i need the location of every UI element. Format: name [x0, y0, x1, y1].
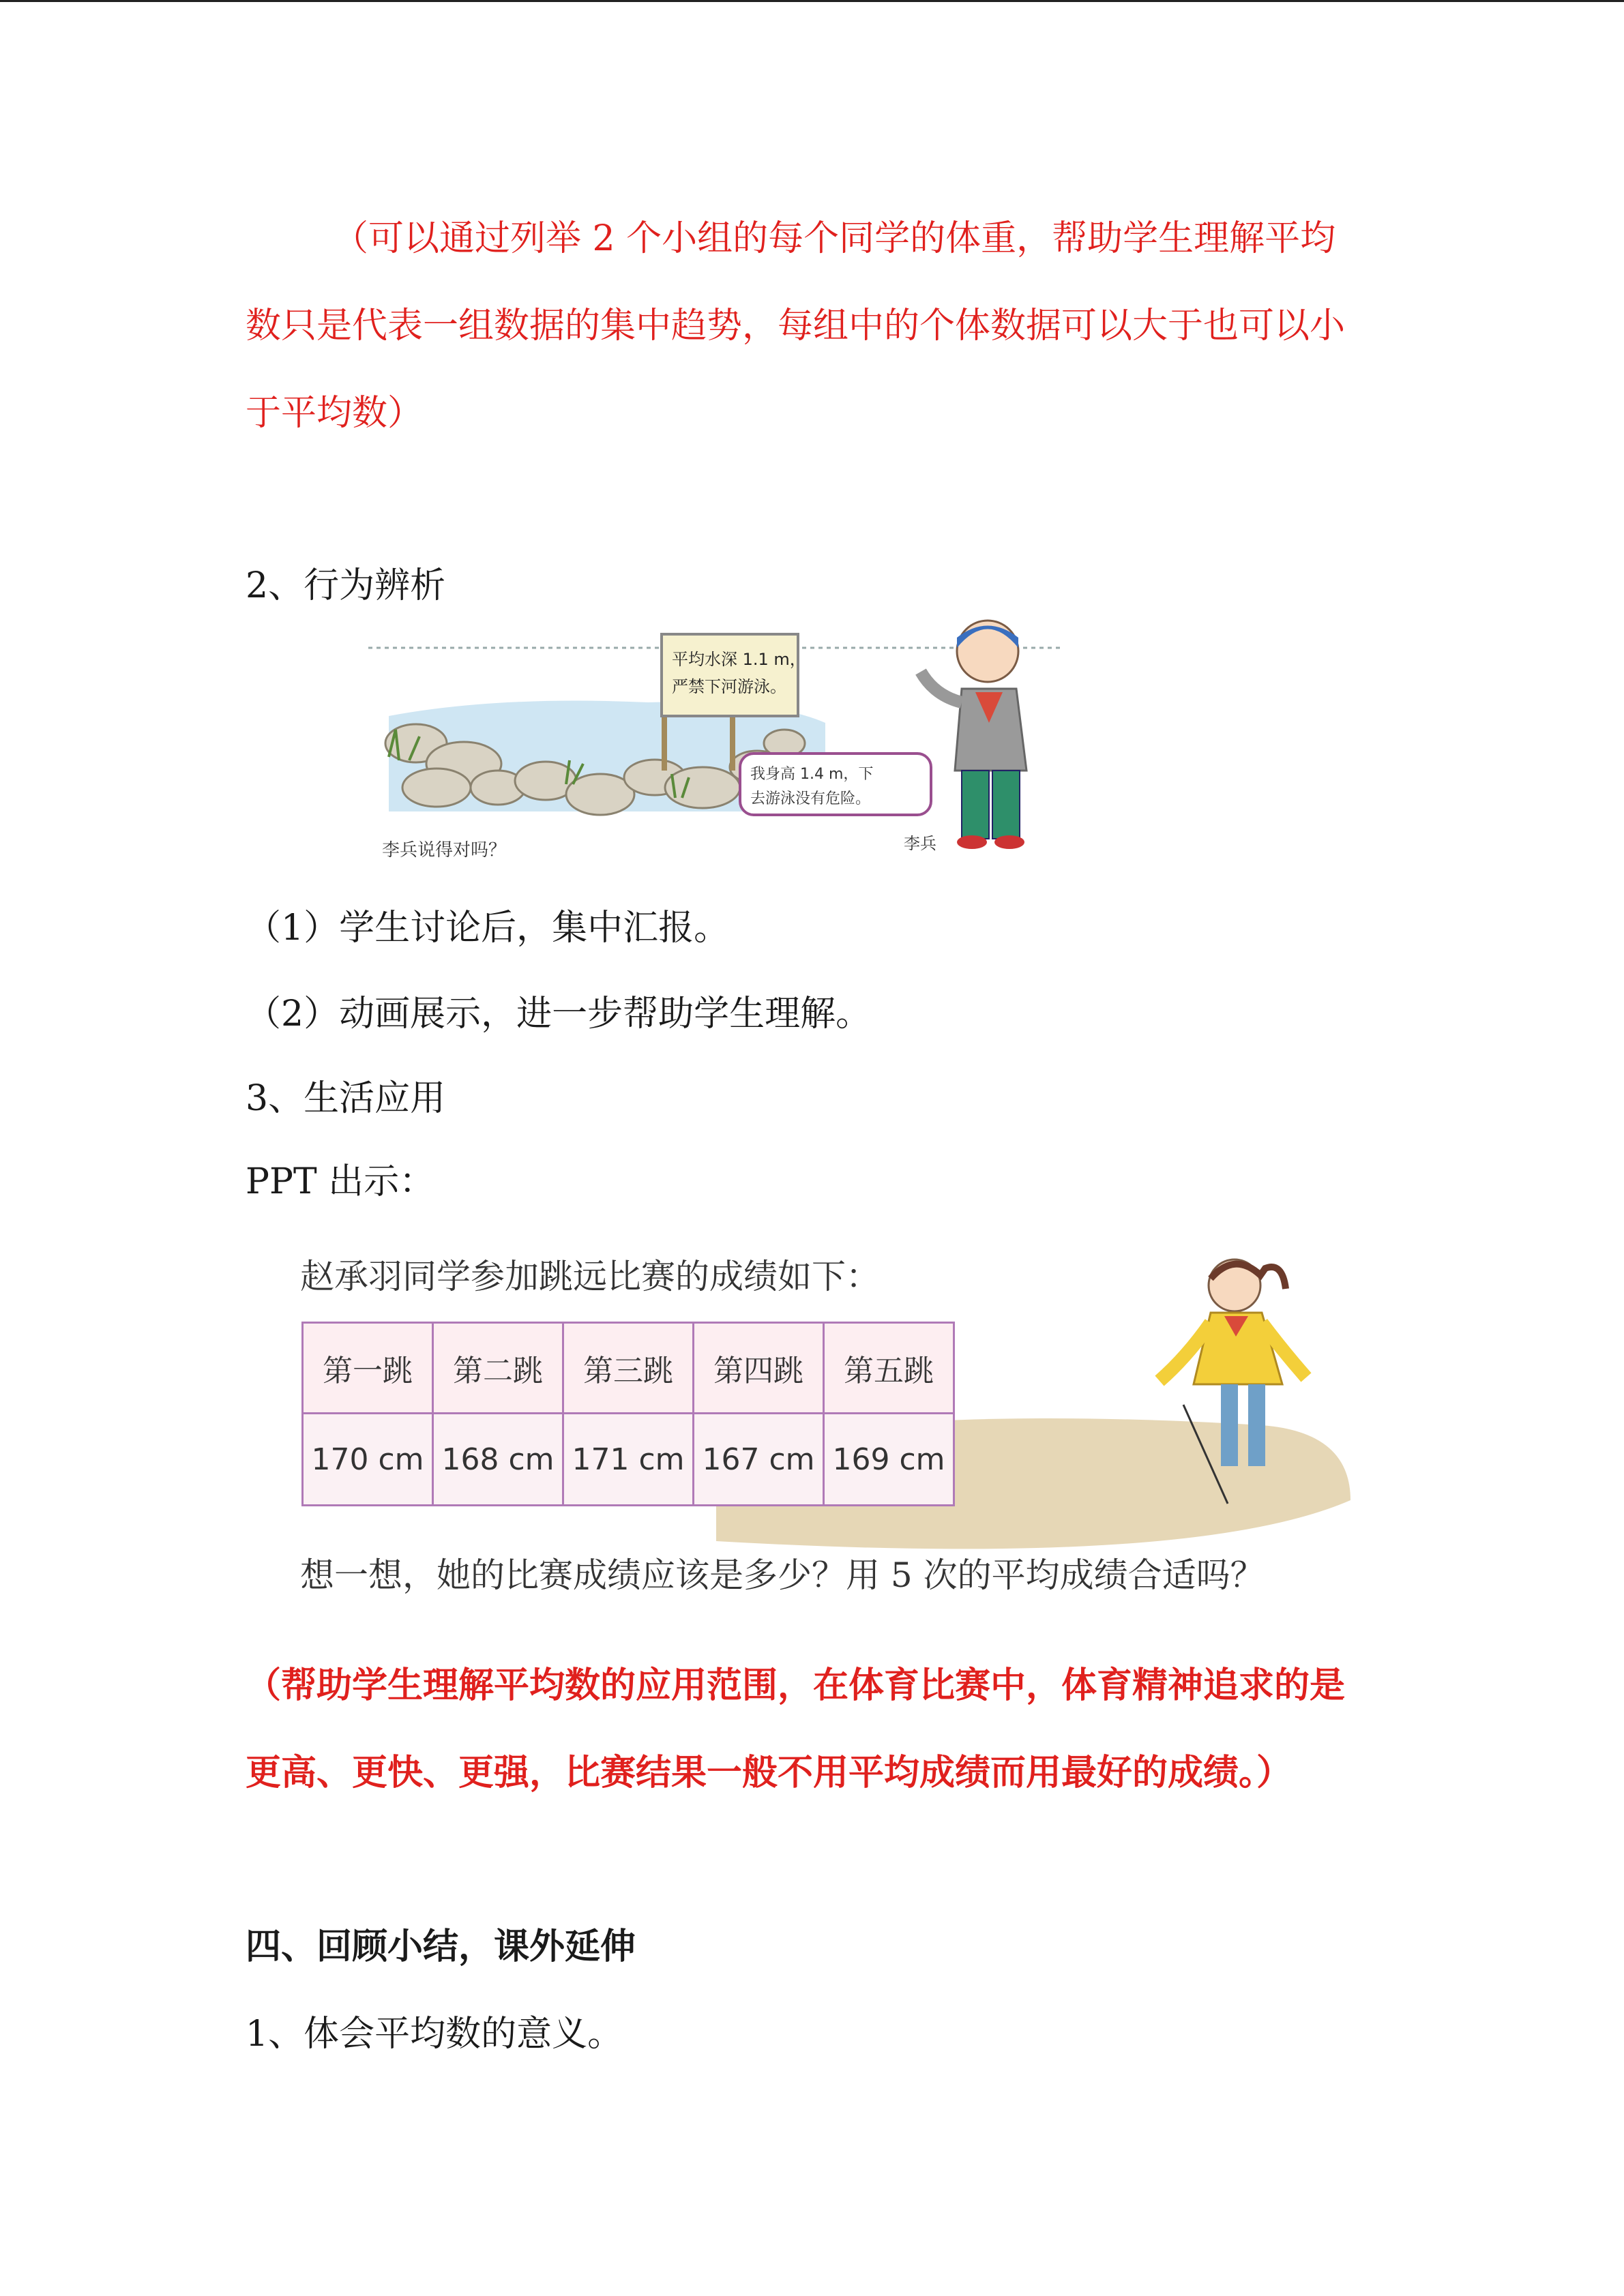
- teacher-note-red: （可以通过列举 2 个小组的每个同学的体重，帮助学生理解平均数只是代表一组数据的集中趋势，每组中的个体数据可以大于也可以小于平均数）: [246, 218, 1346, 434]
- section-4-heading: 四、回顾小结，课外延伸: [246, 1926, 636, 1967]
- page-top-border: [0, 0, 1624, 2]
- table-header-row: [303, 1323, 954, 1414]
- value-cell-4: 167 cm: [694, 1414, 824, 1506]
- bubble-text-1: 我身高 1.4 m，下: [750, 766, 874, 783]
- header-cell-3: 第三跳: [563, 1323, 694, 1414]
- long-jump-scores-table: [301, 1322, 955, 1506]
- value-cell-1: 170 cm: [303, 1414, 433, 1506]
- step-2: （2）动画展示，进一步帮助学生理解。: [246, 994, 872, 1034]
- summary-item-1: 1、体会平均数的意义。: [246, 2014, 623, 2055]
- value-cell-5: 169 cm: [824, 1414, 954, 1506]
- value-cell-2: 168 cm: [433, 1414, 563, 1506]
- bubble-text-2: 去游泳没有危险。: [750, 790, 871, 807]
- step-1: （1）学生讨论后，集中汇报。: [246, 908, 730, 949]
- section-3-heading: 3、生活应用: [246, 1078, 446, 1119]
- character-name: 李兵: [904, 834, 936, 853]
- jump-question: 想一想，她的比赛成绩应该是多少？用 5 次的平均成绩合适吗？: [300, 1555, 1265, 1595]
- value-cell-3: 171 cm: [563, 1414, 694, 1506]
- river-safety-illustration: [361, 614, 1071, 866]
- sign-text-2: 严禁下河游泳。: [672, 677, 786, 696]
- section-2-heading: 2、行为辨析: [246, 565, 446, 606]
- header-cell-2: 第二跳: [433, 1323, 563, 1414]
- sign-text-1: 平均水深 1.1 m，: [672, 650, 806, 669]
- table-values-row: [303, 1414, 954, 1506]
- jump-table-intro: 赵承羽同学参加跳远比赛的成绩如下：: [300, 1257, 880, 1296]
- figure-question: 李兵说得对吗？: [382, 840, 507, 861]
- header-cell-4: 第四跳: [694, 1323, 824, 1414]
- header-cell-5: 第五跳: [824, 1323, 954, 1414]
- header-cell-1: 第一跳: [303, 1323, 433, 1414]
- ppt-label: PPT 出示：: [246, 1161, 435, 1202]
- teacher-note-red-bold: （帮助学生理解平均数的应用范围，在体育比赛中，体育精神追求的是更高、更快、更强，比赛结果一般不用平均成绩而用最好的成绩。）: [246, 1665, 1346, 1793]
- jumping-girl-illustration: [1146, 1248, 1323, 1507]
